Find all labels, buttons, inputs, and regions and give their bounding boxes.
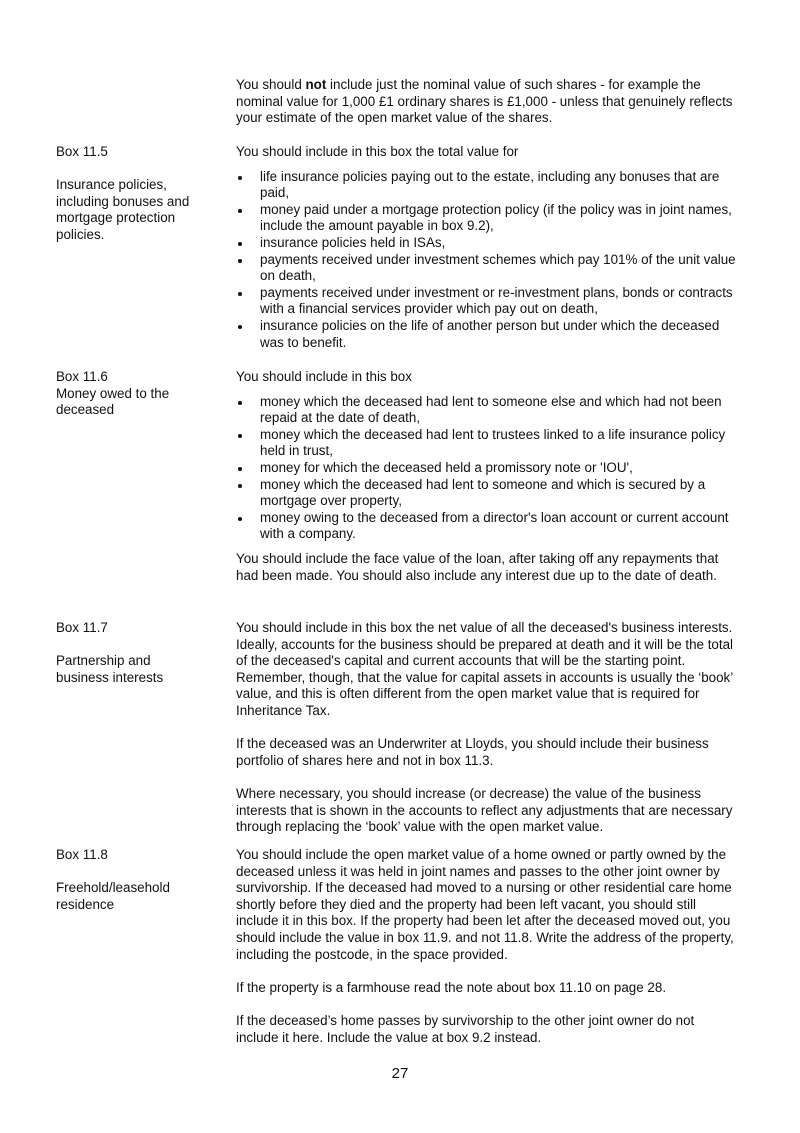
box-caption: Partnership and business interests — [56, 653, 164, 685]
section-paragraph: You should include in this box the net value of all the deceased's business interests. Ideally, accounts for the business should be prepared at death and it will be the total of the deceased's capital and current accounts that will be the starting point. Remember, though, that the value for capital assets in accounts is usually the ‘book’ value, and this is often different from the open market value that is required for Inheritance Tax. — [236, 620, 734, 718]
section-lead: You should include in this box the total value for — [236, 144, 519, 159]
intro-block — [236, 77, 736, 127]
list-item: payments received under investment schemes which pay 101% of the unit value on death, — [236, 252, 736, 285]
section-note: You should include the face value of the loan, after taking off any repayments that had been made. You should also include any interest due up to the date of death. — [236, 550, 719, 583]
section-paragraph: Where necessary, you should increase (or decrease) the value of the business interests that is shown in the accounts to reflect any adjustments that are necessary through replacing the ‘book’ value with the open market value. — [236, 785, 733, 835]
box-label: Box 11.7 — [56, 620, 108, 635]
list-item: money for which the deceased held a promissory note or 'IOU', — [236, 460, 736, 477]
box-11-6-label-block — [56, 369, 216, 419]
page-number: 27 — [391, 1065, 409, 1082]
box-caption: Money owed to the deceased — [56, 385, 170, 418]
emphasis-not: not — [305, 77, 327, 92]
box-11-5-label-block — [56, 144, 216, 244]
list-item: payments received under investment or re-investment plans, bonds or contracts with a financial services provider which pay out on death, — [236, 285, 736, 318]
section-paragraph: If the deceased’s home passes by survivorship to the other joint owner do not include it here. Include the value at box 9.2 instead. — [236, 1012, 695, 1045]
box-caption: Insurance policies, including bonuses and mortgage protection policies. — [56, 177, 190, 242]
intro-paragraph: You should not include just the nominal value of such shares - for example the nominal value for 1,000 £1 ordinary shares is £1,000 - unless that genuinely reflects your estimate of the open market value of the shares. — [236, 77, 733, 126]
list-item: insurance policies held in ISAs, — [236, 235, 736, 252]
box-label: Box 11.8 — [56, 847, 108, 862]
box-11-5-content — [236, 144, 736, 351]
box-label: Box 11.6 — [56, 369, 108, 384]
bullet-list — [236, 169, 736, 352]
list-item: money which the deceased had lent to trustees linked to a life insurance policy held in trust, — [236, 427, 736, 460]
box-11-7-content — [236, 620, 736, 836]
box-11-8-label-block — [56, 847, 216, 913]
box-11-8-content — [236, 847, 736, 1046]
bullet-list — [236, 394, 736, 543]
section-paragraph: You should include the open market value of a home owned or partly owned by the deceased unless it was held in joint names and passes to the other joint owner by survivorship. If the deceased had moved to a nursing or other residential care home shortly before they died and the property had been left vacant, you should still include it in this box. If the property had been let after the deceased moved out, you should include the value in box 11.9. and not 11.8. Write the address of the property, including the postcode, in the space provided. — [236, 847, 734, 962]
box-label: Box 11.5 — [56, 144, 108, 159]
section-paragraph: If the deceased was an Underwriter at Lloyds, you should include their business portfolio of shares here and not in box 11.3. — [236, 736, 709, 768]
list-item: money owing to the deceased from a director's loan account or current account with a company. — [236, 510, 736, 543]
box-11-6-content — [236, 369, 736, 584]
list-item: money which the deceased had lent to someone else and which had not been repaid at the date of death, — [236, 394, 736, 427]
list-item: money paid under a mortgage protection policy (if the policy was in joint names, include the amount payable in box 9.2), — [236, 202, 736, 235]
section-paragraph: If the property is a farmhouse read the note about box 11.10 on page 28. — [236, 979, 667, 995]
box-caption: Freehold/leasehold residence — [56, 880, 170, 912]
list-item: life insurance policies paying out to the estate, including any bonuses that are paid, — [236, 169, 736, 202]
box-11-7-label-block — [56, 620, 216, 686]
list-item: money which the deceased had lent to someone and which is secured by a mortgage over property, — [236, 477, 736, 510]
section-lead: You should include in this box — [236, 369, 412, 384]
list-item: insurance policies on the life of another person but under which the deceased was to benefit. — [236, 318, 736, 351]
